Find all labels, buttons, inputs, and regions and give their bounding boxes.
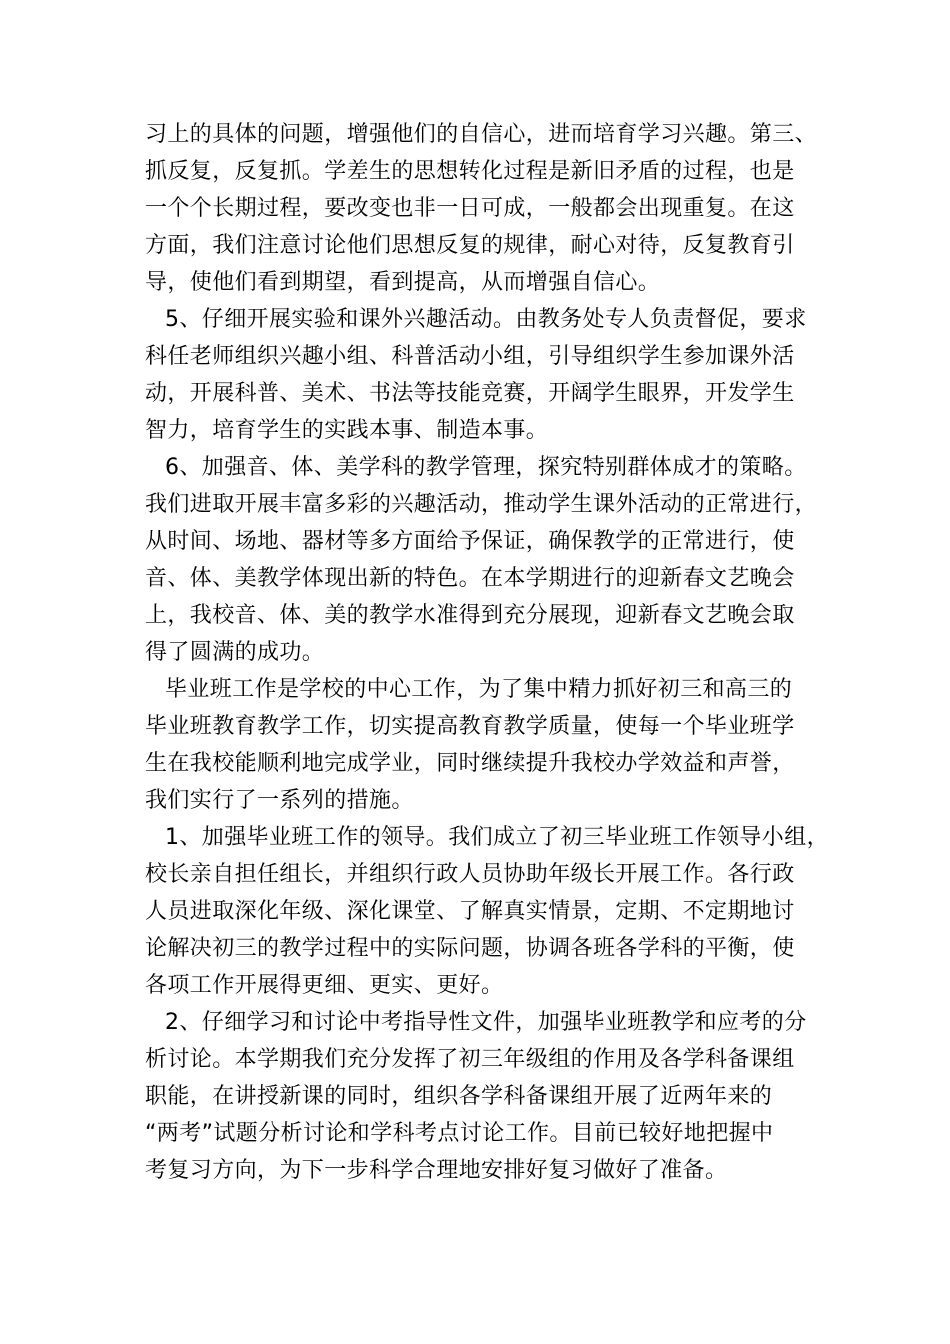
text-line: 考复习方向，为下一步科学合理地安排好复习做好了准备。	[145, 1158, 728, 1183]
text-line: 科任老师组织兴趣小组、科普活动小组，引导组织学生参加课外活	[145, 344, 795, 369]
text-line: 音、体、美教学体现出新的特色。在本学期进行的迎新春文艺晚会	[145, 566, 795, 591]
text-line: 生在我校能顺利地完成学业，同时继续提升我校办学效益和声誉，	[145, 751, 795, 776]
text-line: 5、仔细开展实验和课外兴趣活动。由教务处专人负责督促，要求	[165, 307, 807, 332]
text-line: 毕业班工作是学校的中心工作，为了集中精力抓好初三和高三的	[165, 677, 793, 702]
text-line: 导，使他们看到期望，看到提高，从而增强自信心。	[145, 270, 661, 295]
text-line: “两考”试题分析讨论和学科考点讨论工作。目前已较好地把握中	[145, 1121, 774, 1146]
text-line: 人员进取深化年级、深化课堂、了解真实情景，定期、不定期地讨	[145, 899, 795, 924]
paragraph	[145, 301, 825, 449]
document-body	[145, 116, 829, 1189]
text-line: 6、加强音、体、美学科的教学管理，探究特别群体成才的策略。	[165, 455, 807, 480]
text-line: 析讨论。本学期我们充分发挥了初三年级组的作用及各学科备课组	[145, 1047, 795, 1072]
text-line: 1、加强毕业班工作的领导。我们成立了初三毕业班工作领导小组，	[165, 825, 829, 850]
paragraph	[145, 449, 825, 671]
text-line: 论解决初三的教学过程中的实际问题，协调各班各学科的平衡，使	[145, 936, 795, 961]
text-line: 职能，在讲授新课的同时，组织各学科备课组开展了近两年来的	[145, 1084, 773, 1109]
text-line: 从时间、场地、器材等多方面给予保证，确保教学的正常进行，使	[145, 529, 795, 554]
paragraph	[145, 819, 829, 1004]
paragraph	[145, 116, 825, 301]
text-line: 智力，培育学生的实践本事、制造本事。	[145, 418, 549, 443]
text-line: 2、仔细学习和讨论中考指导性文件，加强毕业班教学和应考的分	[165, 1010, 807, 1035]
text-line: 我们进取开展丰富多彩的兴趣活动，推动学生课外活动的正常进行，	[145, 492, 818, 517]
text-line: 动，开展科普、美术、书法等技能竞赛，开阔学生眼界，开发学生	[145, 381, 795, 406]
text-line: 校长亲自担任组长，并组织行政人员协助年级长开展工作。各行政	[145, 862, 795, 887]
text-line: 毕业班教育教学工作，切实提高教育教学质量，使每一个毕业班学	[145, 714, 795, 739]
paragraph	[145, 671, 825, 819]
text-line: 我们实行了一系列的措施。	[145, 788, 414, 813]
paragraph	[145, 1004, 825, 1189]
text-line: 抓反复，反复抓。学差生的思想转化过程是新旧矛盾的过程，也是	[145, 159, 795, 184]
text-line: 各项工作开展得更细、更实、更好。	[145, 973, 504, 998]
text-line: 习上的具体的问题，增强他们的自信心，进而培育学习兴趣。第三、	[145, 122, 818, 147]
text-line: 上，我校音、体、美的教学水准得到充分展现，迎新春文艺晚会取	[145, 603, 795, 628]
text-line: 方面，我们注意讨论他们思想反复的规律，耐心对待，反复教育引	[145, 233, 795, 258]
text-line: 得了圆满的成功。	[145, 640, 325, 665]
text-line: 一个个长期过程，要改变也非一日可成，一般都会出现重复。在这	[145, 196, 795, 221]
